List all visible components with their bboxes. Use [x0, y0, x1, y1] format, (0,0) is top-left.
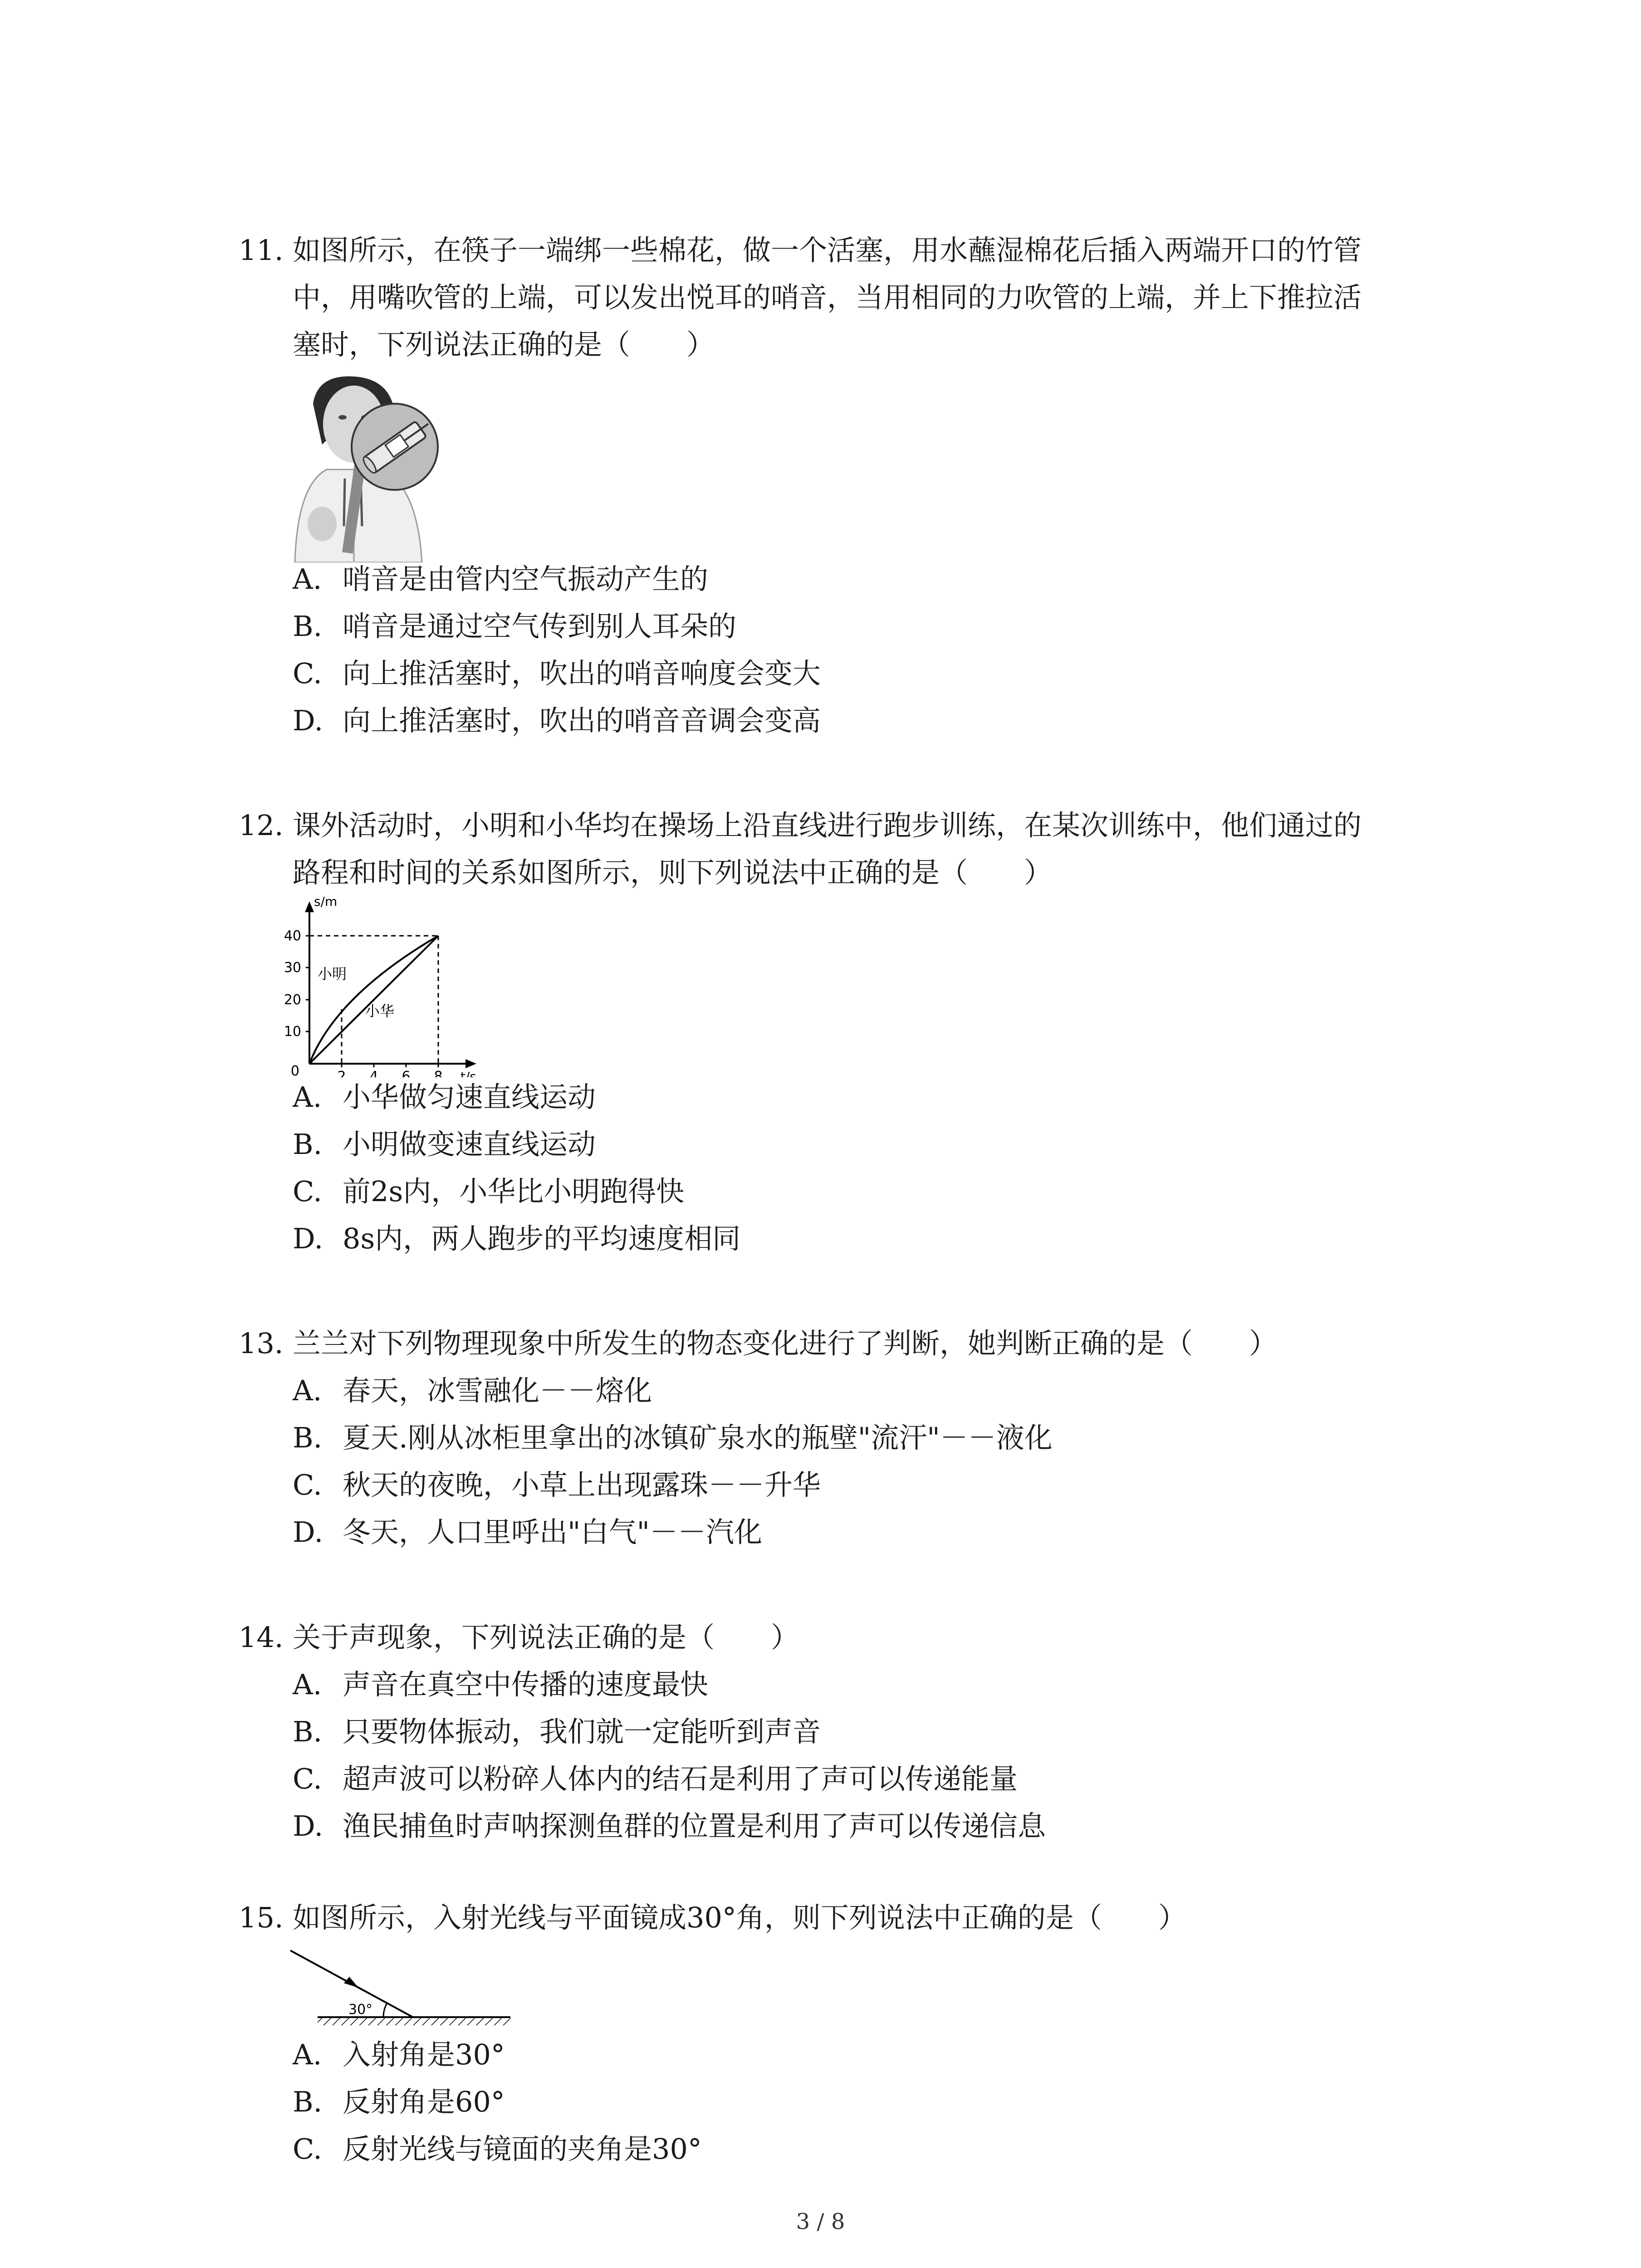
- question-11-option-b[interactable]: [293, 603, 736, 650]
- question-12-option-d[interactable]: [293, 1215, 740, 1262]
- line-label-xiaohua: 小华: [365, 1002, 395, 1020]
- x-tick-2: 2: [337, 1069, 346, 1077]
- option-text: 入射角是30°: [343, 2038, 505, 2071]
- ray-arrow: [344, 1977, 358, 1988]
- page-number: 3 / 8: [796, 2209, 845, 2234]
- option-letter: C.: [293, 1762, 322, 1795]
- option-letter: A.: [293, 1080, 322, 1114]
- question-11-number: 11.: [239, 234, 284, 267]
- option-text: 声音在真空中传播的速度最快: [343, 1668, 709, 1701]
- question-13-number: 13.: [239, 1327, 284, 1360]
- option-text: 前2s内，小华比小明跑得快: [343, 1175, 685, 1208]
- question-11-option-a[interactable]: [293, 556, 708, 603]
- option-text: 冬天，人口里呼出"白气"－－汽化: [343, 1515, 763, 1549]
- x-tick-8: 8: [434, 1069, 443, 1077]
- option-text: 反射光线与镜面的夹角是30°: [343, 2132, 702, 2165]
- option-letter: A.: [293, 562, 322, 596]
- angle-arc: [383, 2003, 387, 2017]
- y-axis-arrow: [305, 901, 314, 912]
- question-13-option-c[interactable]: [293, 1461, 821, 1509]
- y-axis-label: s/m: [314, 896, 338, 909]
- option-text: 哨音是通过空气传到别人耳朵的: [343, 610, 737, 643]
- option-letter: D.: [293, 704, 323, 737]
- option-text: 反射角是60°: [343, 2085, 505, 2118]
- mirror-reflection-svg: [281, 1941, 517, 2032]
- option-letter: C.: [293, 1468, 322, 1501]
- x-tick-4: 4: [369, 1069, 378, 1077]
- question-11-option-c[interactable]: [293, 650, 821, 697]
- question-14-option-c[interactable]: [293, 1755, 1018, 1803]
- question-12-option-a[interactable]: [293, 1074, 596, 1121]
- question-12-option-b[interactable]: [293, 1121, 596, 1168]
- option-text: 春天，冰雪融化－－熔化: [343, 1374, 652, 1407]
- girl-blowing-whistle-illustration: [286, 372, 445, 562]
- question-14-option-d[interactable]: [293, 1803, 1046, 1850]
- y-tick-0: 0: [290, 1063, 299, 1077]
- option-letter: A.: [293, 1374, 322, 1407]
- option-letter: D.: [293, 1809, 323, 1843]
- option-letter: A.: [293, 2038, 322, 2071]
- x-tick-6: 6: [402, 1069, 411, 1077]
- option-text: 向上推活塞时，吹出的哨音响度会变大: [343, 657, 821, 690]
- y-tick-20: 20: [284, 992, 301, 1008]
- question-11-option-d[interactable]: [293, 697, 821, 744]
- option-letter: B.: [293, 1128, 323, 1161]
- option-letter: D.: [293, 1515, 323, 1549]
- option-text: 超声波可以粉碎人体内的结石是利用了声可以传递能量: [343, 1762, 1018, 1795]
- option-letter: C.: [293, 1175, 322, 1208]
- y-tick-40: 40: [284, 928, 301, 944]
- x-axis-arrow: [465, 1059, 476, 1068]
- option-text: 渔民捕鱼时声呐探测鱼群的位置是利用了声可以传递信息: [343, 1809, 1046, 1843]
- line-label-xiaoming: 小明: [318, 965, 347, 982]
- question-14-option-b[interactable]: [293, 1708, 821, 1755]
- option-text: 8s内，两人跑步的平均速度相同: [343, 1222, 741, 1255]
- option-text: 秋天的夜晚，小草上出现露珠－－升华: [343, 1468, 821, 1501]
- option-text: 夏天.刚从冰柜里拿出的冰镇矿泉水的瓶壁"流汗"－－液化: [343, 1421, 1053, 1454]
- question-14-number: 14.: [239, 1621, 284, 1654]
- question-13-option-d[interactable]: [293, 1509, 762, 1556]
- question-13-option-b[interactable]: [293, 1414, 1053, 1461]
- question-11-stem-line-2: 中，用嘴吹管的上端，可以发出悦耳的哨音，当用相同的力吹管的上端，并上下推拉活: [293, 281, 1362, 314]
- question-15-option-b[interactable]: [293, 2078, 505, 2126]
- angle-label: 30°: [348, 2002, 373, 2018]
- question-14-stem-line-1: 关于声现象，下列说法正确的是（ ）: [293, 1621, 799, 1654]
- question-15-number: 15.: [239, 1901, 284, 1934]
- y-tick-30: 30: [284, 960, 301, 976]
- question-15-option-c[interactable]: [293, 2126, 702, 2173]
- distance-time-graph: [281, 896, 495, 1077]
- line-xiaohua: [309, 936, 438, 1064]
- y-tick-10: 10: [284, 1024, 301, 1040]
- option-text: 小华做匀速直线运动: [343, 1080, 596, 1114]
- mirror-hatch: [318, 2018, 510, 2025]
- question-11-stem-line-1: 如图所示，在筷子一端绑一些棉花，做一个活塞，用水蘸湿棉花后插入两端开口的竹管: [293, 234, 1362, 267]
- question-11-stem-line-3: 塞时，下列说法正确的是（ ）: [293, 328, 715, 361]
- question-12-stem-line-1: 课外活动时，小明和小华均在操场上沿直线进行跑步训练，在某次训练中，他们通过的: [293, 809, 1362, 842]
- distance-time-graph-svg: [281, 896, 495, 1077]
- option-letter: C.: [293, 2132, 322, 2165]
- option-text: 小明做变速直线运动: [343, 1128, 596, 1161]
- question-13-stem-line-1: 兰兰对下列物理现象中所发生的物态变化进行了判断，她判断正确的是（ ）: [293, 1327, 1278, 1360]
- question-12-stem-line-2: 路程和时间的关系如图所示，则下列说法中正确的是（ ）: [293, 856, 1053, 889]
- question-12-option-c[interactable]: [293, 1168, 684, 1215]
- option-letter: A.: [293, 1668, 322, 1701]
- option-letter: B.: [293, 1715, 323, 1748]
- option-letter: B.: [293, 1421, 323, 1454]
- option-text: 向上推活塞时，吹出的哨音音调会变高: [343, 704, 821, 737]
- whistle-photo: [286, 372, 445, 562]
- option-letter: B.: [293, 2085, 323, 2118]
- mirror-reflection-figure: [281, 1941, 517, 2032]
- question-15-option-a[interactable]: [293, 2031, 505, 2078]
- question-12-number: 12.: [239, 809, 284, 842]
- option-text: 只要物体振动，我们就一定能听到声音: [343, 1715, 821, 1748]
- option-text: 哨音是由管内空气振动产生的: [343, 562, 709, 596]
- option-letter: C.: [293, 657, 322, 690]
- question-14-option-a[interactable]: [293, 1661, 708, 1708]
- question-13-option-a[interactable]: [293, 1367, 652, 1414]
- option-letter: D.: [293, 1222, 323, 1255]
- x-axis-label: t/s: [460, 1069, 476, 1077]
- option-letter: B.: [293, 610, 323, 643]
- question-15-stem-line-1: 如图所示，入射光线与平面镜成30°角，则下列说法中正确的是（ ）: [293, 1901, 1186, 1934]
